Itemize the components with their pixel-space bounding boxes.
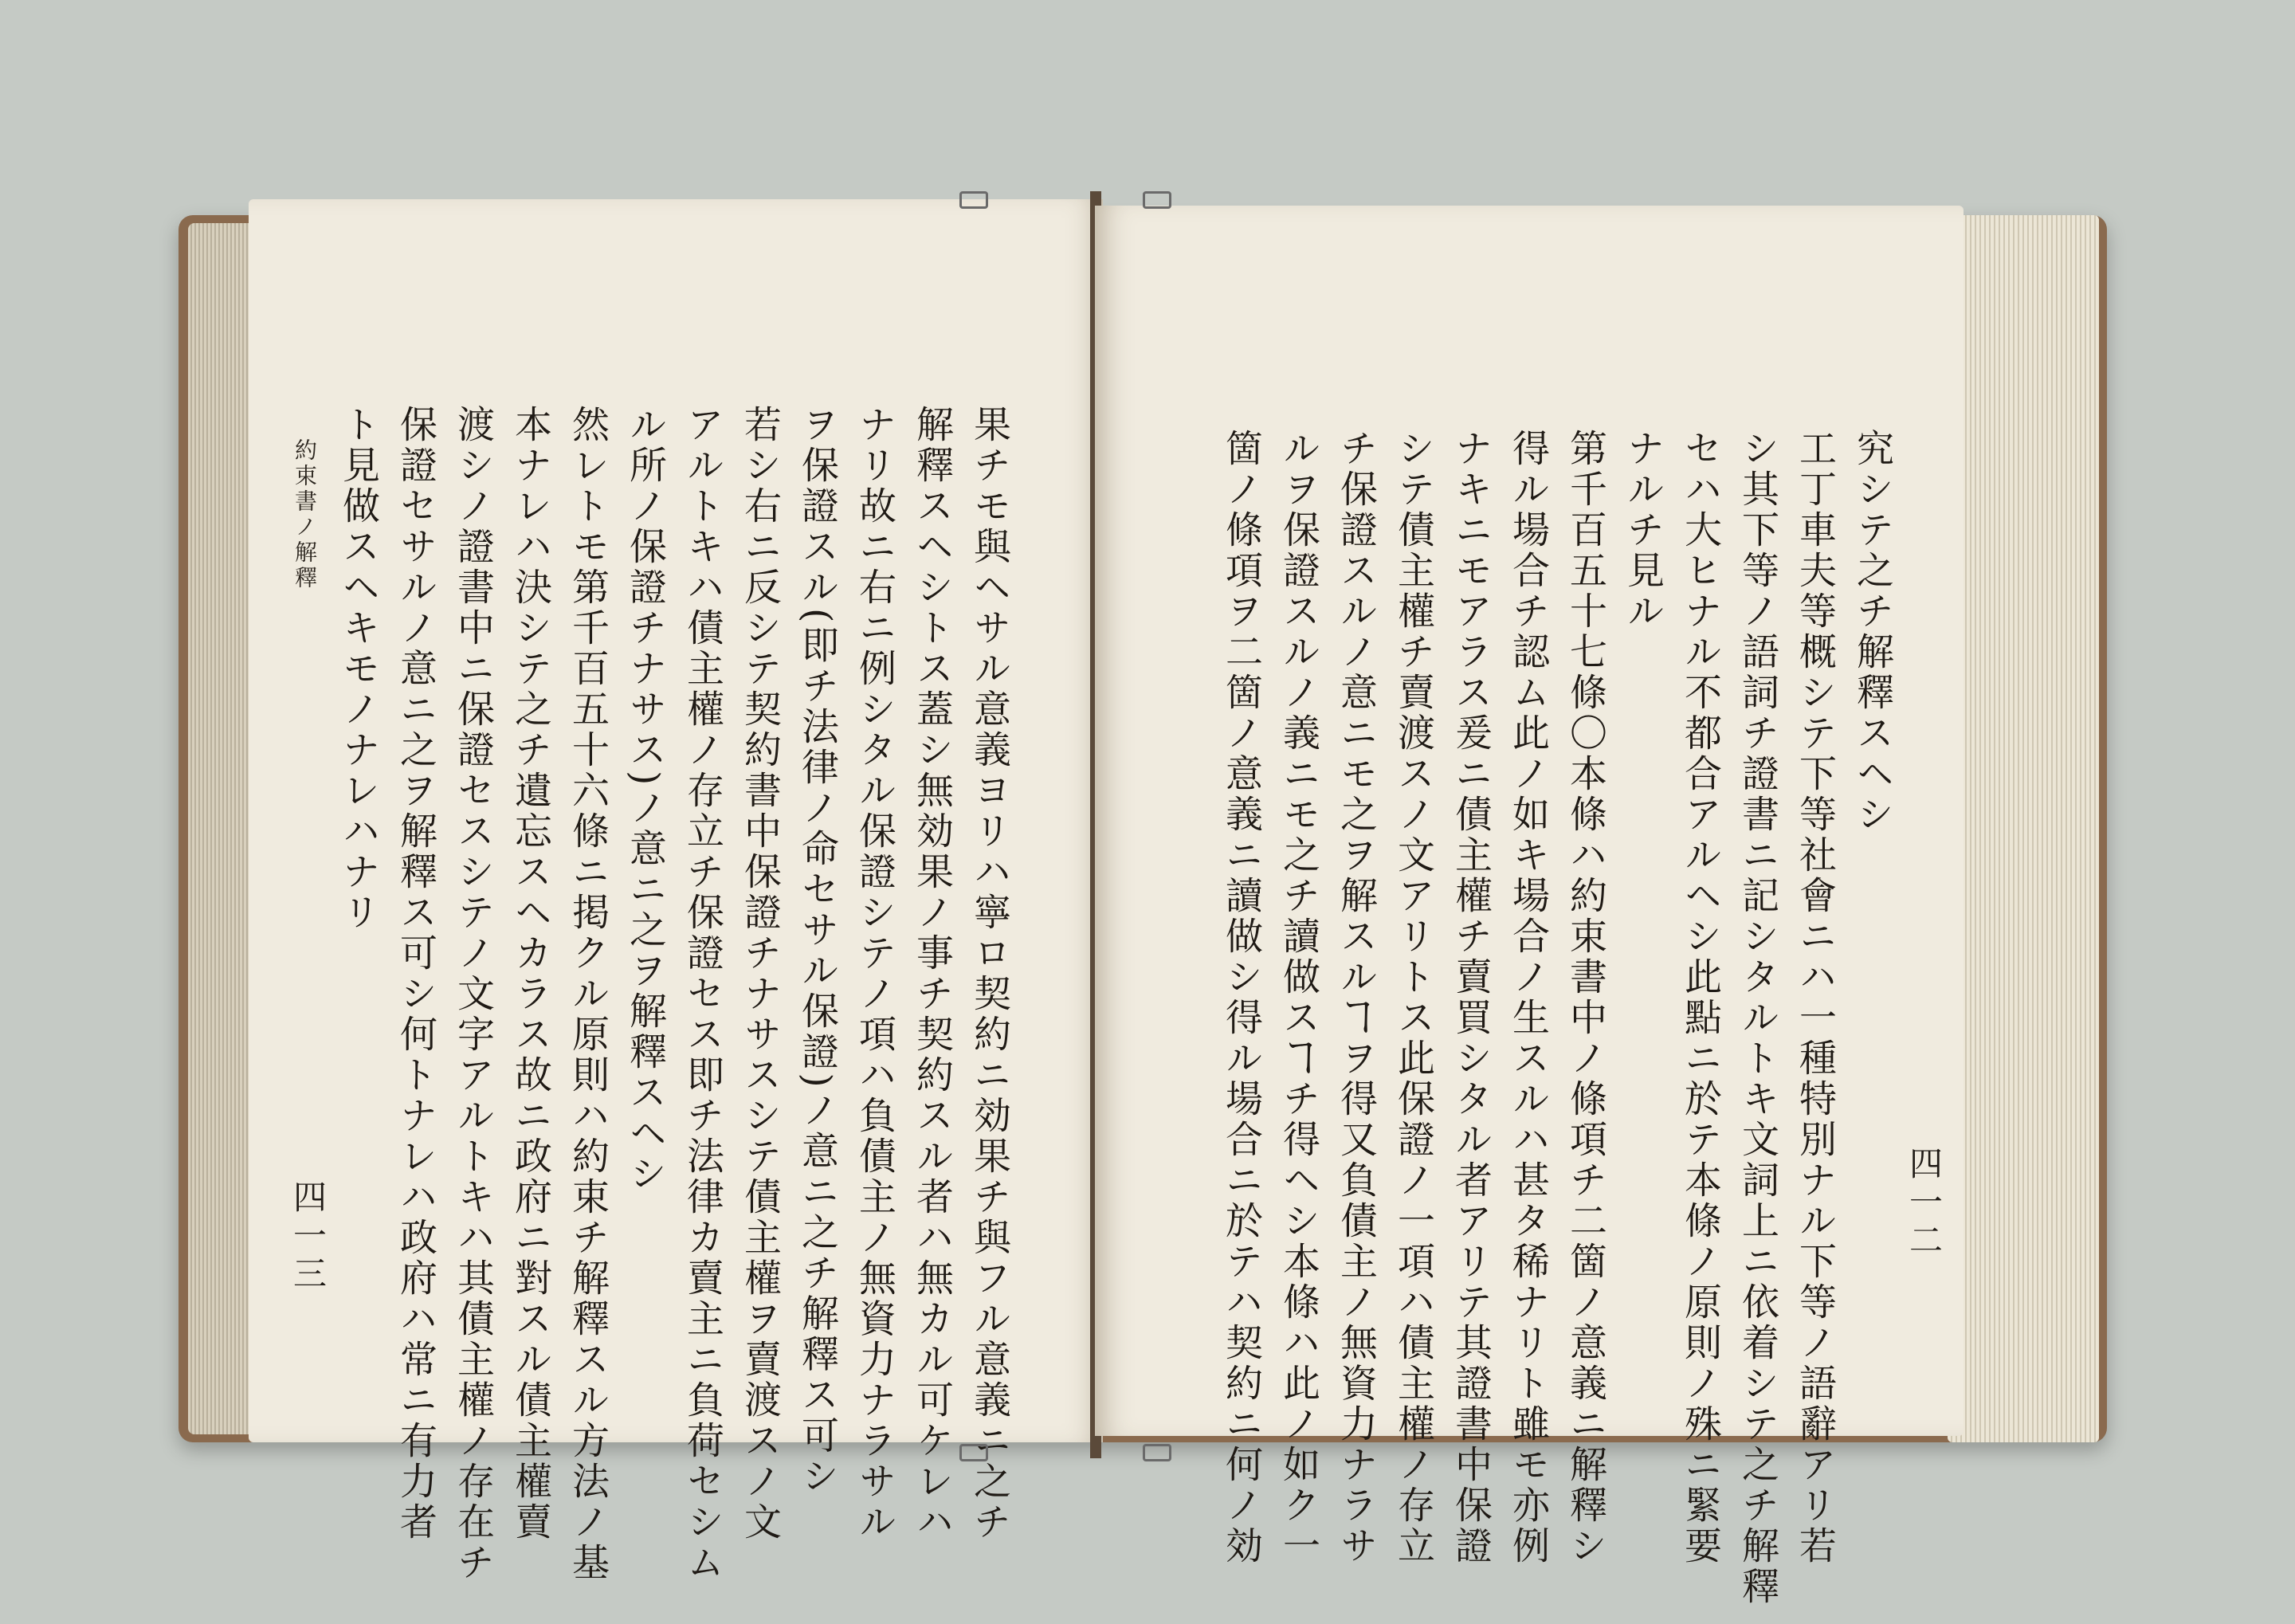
text-column: ル所ノ保證チナサス)ノ意ニ之ヲ解釋スヘシ xyxy=(623,405,667,1195)
text-column: 得ル場合チ認ム此ノ如キ場合ノ生スルハ甚タ稀ナリト雖モ亦例 xyxy=(1506,429,1550,1567)
binding-clip xyxy=(1143,1444,1171,1461)
page-number: 四一二 xyxy=(1905,1146,1944,1261)
text-column: 工丁車夫等概シテ下等社會ニハ一種特別ナル下等ノ語辭アリ若 xyxy=(1793,429,1837,1567)
text-column: セハ大ヒナル不都合アルヘシ此點ニ於テ本條ノ原則ノ殊ニ緊要 xyxy=(1678,429,1722,1567)
text-column: ヲ保證スル(即チ法律ノ命セサル保證)ノ意ニ之チ解釋ス可シ xyxy=(795,405,839,1497)
text-column: ト見做スヘキモノナレハナリ xyxy=(336,405,380,933)
open-book xyxy=(178,191,2107,1607)
text-column: 第千百五十七條〇本條ハ約束書中ノ條項チ二箇ノ意義ニ解釋シ xyxy=(1563,429,1607,1567)
text-column: 果チモ與ヘサル意義ヨリハ寧ロ契約ニ効果チ與フル意義ニ之チ xyxy=(967,405,1011,1543)
text-column: 箇ノ條項ヲ二箇ノ意義ニ讀做シ得ル場合ニ於テハ契約ニ何ノ効 xyxy=(1219,429,1263,1567)
left-page xyxy=(249,199,1103,1583)
text-column: ルヲ保證スルノ義ニモ之チ讀做スヿチ得ヘシ本條ハ此ノ如ク一 xyxy=(1277,429,1320,1567)
text-column: 本ナレハ決シテ之チ遺忘スヘカラス故ニ政府ニ對スル債主權賣 xyxy=(508,405,552,1543)
text-column: 若シ右ニ反シテ契約書中保證チナサスシテ債主權ヲ賣渡スノ文 xyxy=(738,405,782,1543)
text-column: 保證セサルノ意ニ之ヲ解釋ス可シ何トナレハ政府ハ常ニ有力者 xyxy=(394,405,437,1543)
text-column: ナキニモアラス爰ニ債主權チ賣買シタル者アリテ其證書中保證 xyxy=(1449,429,1493,1567)
binding-clip xyxy=(959,1444,988,1461)
text-column: 解釋スヘシトス蓋シ無効果ノ事チ契約スル者ハ無カル可ケレハ xyxy=(910,405,954,1543)
text-column: シテ債主權チ賣渡スノ文アリトス此保證ノ一項ハ債主權ノ存立 xyxy=(1391,429,1435,1567)
text-column: 然レトモ第千百五十六條ニ掲クル原則ハ約束チ解釋スル方法ノ基 xyxy=(566,405,610,1583)
text-column: ナルチ見ル xyxy=(1621,429,1665,632)
text-column: 究シテ之チ解釋スヘシ xyxy=(1850,429,1894,835)
page-number: 四一三 xyxy=(288,1179,328,1294)
binding-clip xyxy=(1143,191,1171,209)
right-page xyxy=(1095,206,1964,1607)
running-header: 約束書ノ解釋 xyxy=(292,438,318,591)
text-column: シ其下等ノ語詞チ證書ニ記シタルトキ文詞上ニ依着シテ之チ解釋 xyxy=(1736,429,1779,1607)
text-column: アルトキハ債主權ノ存立チ保證セス即チ法律カ賣主ニ負荷セシム xyxy=(681,405,724,1583)
text-column: チ保證スルノ意ニモ之ヲ解スルヿヲ得又負債主ノ無資力ナラサ xyxy=(1334,429,1378,1567)
text-column: 渡シノ證書中ニ保證セスシテノ文字アルトキハ其債主權ノ存在チ xyxy=(451,405,495,1583)
page-edge-right xyxy=(1948,215,2099,1442)
text-column: ナリ故ニ右ニ例シタル保證シテノ項ハ負債主ノ無資力ナラサル xyxy=(853,405,896,1543)
binding-clip xyxy=(959,191,988,209)
